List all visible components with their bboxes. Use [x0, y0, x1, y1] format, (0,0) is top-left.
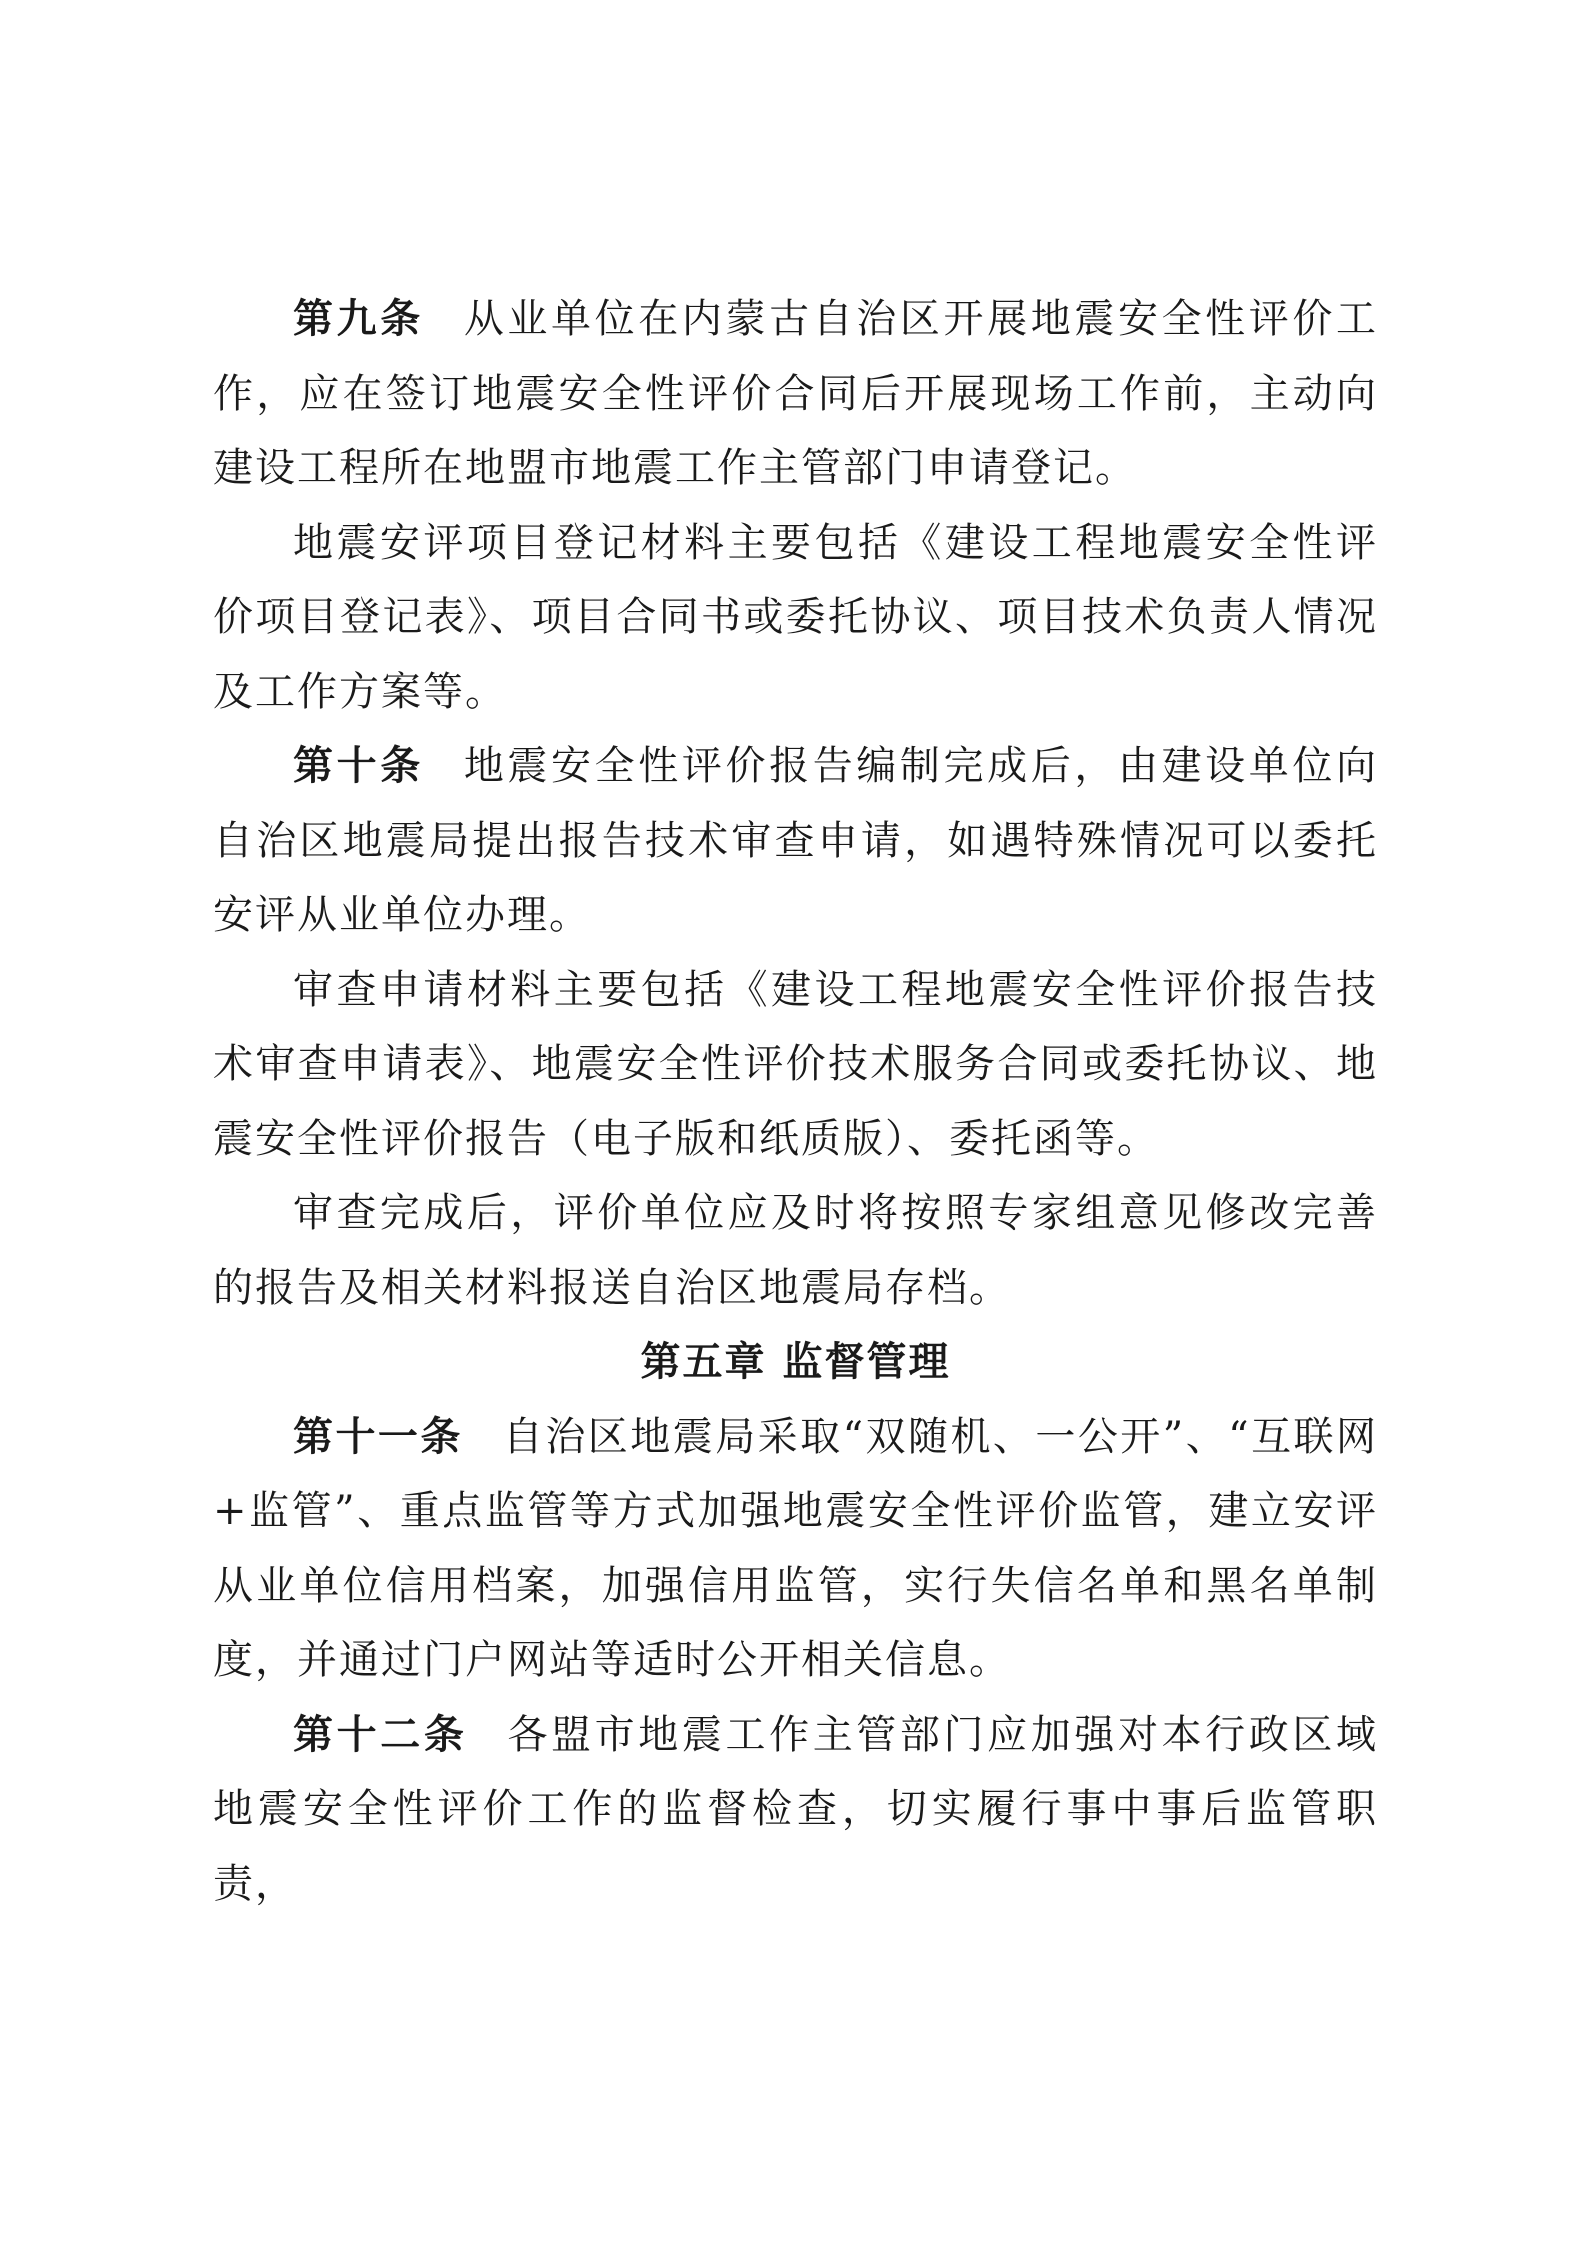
article-10-paragraph [213, 729, 1378, 953]
article-12-label: 第十二条 [293, 1711, 468, 1758]
article-10-label: 第十条 [293, 743, 424, 789]
article-11-paragraph [213, 1400, 1378, 1698]
review-materials-paragraph [213, 953, 1378, 1177]
article-12-text: 各盟市地震工作主管部门应加强对本行政区域地震安全性评价工作的监督检查，切实履行事中事后监管职责， [213, 1711, 1379, 1907]
article-9-text: 从业单位在内蒙古自治区开展地震安全性评价工作，应在签订地震安全性评价合同后开展现场工作前，主动向建设工程所在地盟市地震工作主管部门申请登记。 [213, 296, 1379, 491]
registration-materials-paragraph [213, 506, 1378, 730]
article-10-text: 地震安全性评价报告编制完成后，由建设单位向自治区地震局提出报告技术审查申请，如遇特殊情况可以委托安评从业单位办理。 [213, 743, 1379, 938]
review-completion-text: 审查完成后，评价单位应及时将按照专家组意见修改完善的报告及相关材料报送自治区地震局存档。 [213, 1190, 1378, 1311]
review-completion-paragraph [213, 1176, 1378, 1325]
document-body [213, 282, 1378, 1921]
article-11-label: 第十一条 [293, 1413, 463, 1460]
article-9-label: 第九条 [293, 296, 424, 342]
chapter-heading: 第五章 监督管理 [640, 1339, 951, 1385]
review-materials-text: 审查申请材料主要包括《建设工程地震安全性评价报告技术审查申请表》、地震安全性评价技术服务合同或委托协议、地震安全性评价报告（电子版和纸质版）、委托函等。 [213, 966, 1378, 1162]
article-11-text: 自治区地震局采取“双随机、一公开”、“互联网+监管”、重点监管等方式加强地震安全性评价监管，建立安评从业单位信用档案，加强信用监管，实行失信名单和黑名单制度，并通过门户网站等适时公开相关信息。 [213, 1413, 1379, 1683]
registration-materials-text: 地震安评项目登记材料主要包括《建设工程地震安全性评价项目登记表》、项目合同书或委托协议、项目技术负责人情况及工作方案等。 [213, 519, 1378, 715]
article-9-paragraph [213, 282, 1378, 506]
article-12-paragraph [213, 1698, 1378, 1922]
